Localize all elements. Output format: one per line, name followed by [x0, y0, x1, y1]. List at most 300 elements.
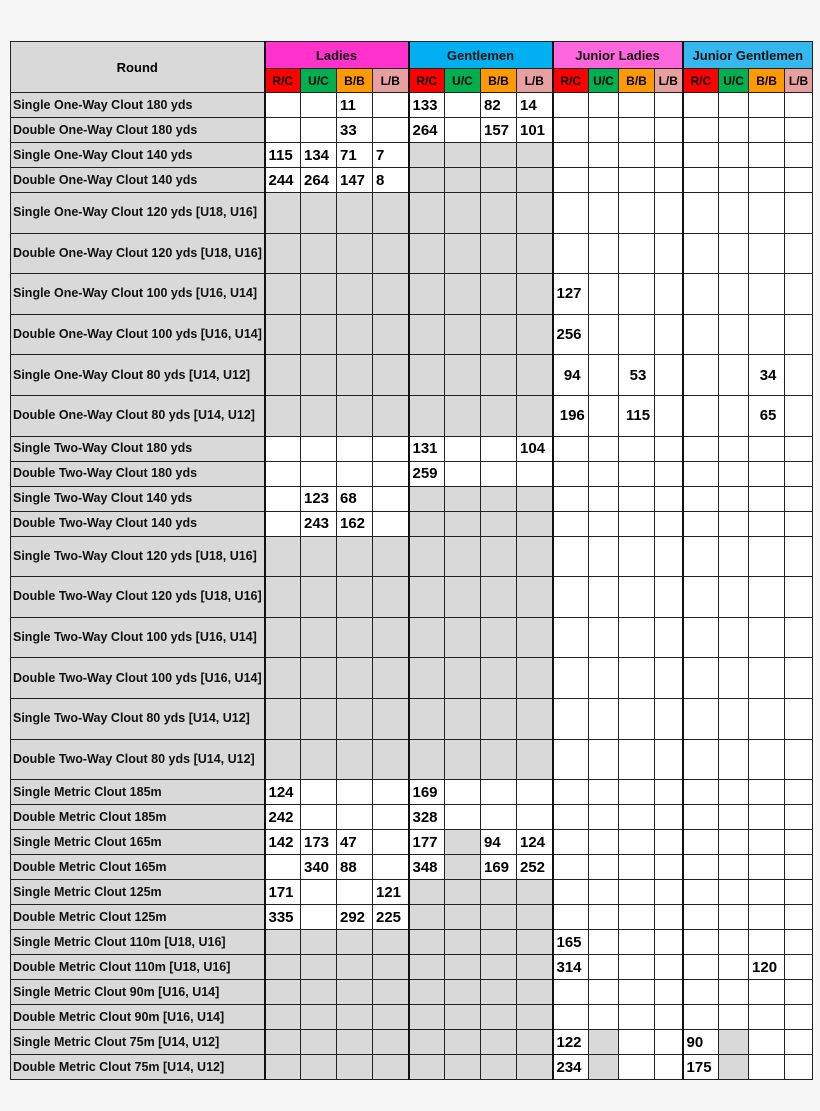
score-cell [265, 980, 301, 1005]
table-row [11, 855, 813, 880]
score-cell: 244 [265, 168, 301, 193]
score-cell [719, 395, 749, 436]
score-cell [409, 168, 445, 193]
score-cell [683, 980, 719, 1005]
score-cell: 65 [749, 395, 785, 436]
score-cell [265, 461, 301, 486]
score-cell [619, 880, 655, 905]
score-cell [301, 1055, 337, 1080]
score-cell [655, 436, 683, 461]
score-cell [409, 536, 445, 577]
score-cell [337, 274, 373, 315]
score-cell [481, 1005, 517, 1030]
round-header: Round [11, 42, 265, 93]
score-cell: 264 [301, 168, 337, 193]
score-cell [445, 830, 481, 855]
score-cell [619, 118, 655, 143]
round-name: Single Metric Clout 75m [U14, U12] [11, 1030, 265, 1055]
score-cell [589, 233, 619, 274]
score-cell [553, 617, 589, 658]
score-cell [655, 658, 683, 699]
score-cell [409, 355, 445, 396]
score-cell [265, 274, 301, 315]
bow-type-header: L/B [373, 69, 409, 93]
score-cell [445, 486, 481, 511]
score-cell [445, 461, 481, 486]
score-cell: 127 [553, 274, 589, 315]
score-cell [749, 143, 785, 168]
score-cell: 47 [337, 830, 373, 855]
score-cell [481, 905, 517, 930]
score-cell [409, 980, 445, 1005]
score-cell [749, 805, 785, 830]
score-cell [719, 274, 749, 315]
round-name: Double Two-Way Clout 100 yds [U16, U14] [11, 658, 265, 699]
score-cell [409, 143, 445, 168]
score-cell [265, 617, 301, 658]
score-cell [301, 193, 337, 234]
table-row [11, 1005, 813, 1030]
score-cell [301, 395, 337, 436]
score-cell [553, 577, 589, 618]
score-cell: 14 [517, 93, 553, 118]
score-cell [749, 536, 785, 577]
score-cell [619, 436, 655, 461]
score-cell [373, 511, 409, 536]
score-cell [719, 698, 749, 739]
score-cell [749, 1055, 785, 1080]
score-cell [683, 855, 719, 880]
round-name: Double Two-Way Clout 140 yds [11, 511, 265, 536]
bow-type-header: R/C [409, 69, 445, 93]
group-header: Ladies [265, 42, 409, 69]
score-cell [589, 143, 619, 168]
score-cell [655, 577, 683, 618]
score-cell [719, 617, 749, 658]
score-cell [409, 1005, 445, 1030]
score-cell: 124 [517, 830, 553, 855]
score-cell [655, 536, 683, 577]
score-cell [589, 486, 619, 511]
score-cell [337, 436, 373, 461]
table-row [11, 905, 813, 930]
score-cell [749, 1005, 785, 1030]
score-cell [749, 314, 785, 355]
score-cell [409, 314, 445, 355]
round-name: Double Two-Way Clout 80 yds [U14, U12] [11, 739, 265, 780]
score-cell [619, 739, 655, 780]
score-cell [749, 905, 785, 930]
score-cell: 94 [481, 830, 517, 855]
score-cell [683, 461, 719, 486]
score-cell [553, 855, 589, 880]
score-cell [481, 805, 517, 830]
score-cell [301, 739, 337, 780]
score-cell: 147 [337, 168, 373, 193]
score-cell [517, 880, 553, 905]
score-cell [619, 905, 655, 930]
score-cell [301, 577, 337, 618]
score-cell [373, 805, 409, 830]
score-cell [749, 511, 785, 536]
score-cell [619, 93, 655, 118]
score-cell [785, 805, 813, 830]
score-cell [445, 93, 481, 118]
round-name: Single Metric Clout 165m [11, 830, 265, 855]
score-cell [517, 486, 553, 511]
score-cell [589, 314, 619, 355]
score-cell [445, 1005, 481, 1030]
score-cell [409, 577, 445, 618]
score-cell [517, 698, 553, 739]
bow-type-header: U/C [719, 69, 749, 93]
score-cell [373, 193, 409, 234]
bow-type-header: B/B [749, 69, 785, 93]
score-cell [683, 930, 719, 955]
score-cell [373, 436, 409, 461]
score-cell [749, 698, 785, 739]
score-cell [719, 955, 749, 980]
score-cell: 104 [517, 436, 553, 461]
table-row [11, 1030, 813, 1055]
round-name: Double Metric Clout 90m [U16, U14] [11, 1005, 265, 1030]
score-cell [655, 830, 683, 855]
score-cell [749, 830, 785, 855]
score-cell [409, 1055, 445, 1080]
score-cell [517, 274, 553, 315]
score-cell [481, 233, 517, 274]
score-cell: 225 [373, 905, 409, 930]
score-cell: 115 [619, 395, 655, 436]
score-cell: 94 [553, 355, 589, 396]
score-cell [719, 1005, 749, 1030]
score-cell [265, 955, 301, 980]
score-cell [445, 955, 481, 980]
score-cell [749, 780, 785, 805]
score-cell [719, 511, 749, 536]
score-cell [445, 233, 481, 274]
score-cell: 134 [301, 143, 337, 168]
score-cell [719, 143, 749, 168]
score-cell: 252 [517, 855, 553, 880]
score-cell [301, 355, 337, 396]
score-cell [683, 274, 719, 315]
score-cell: 175 [683, 1055, 719, 1080]
score-cell [619, 830, 655, 855]
table-row [11, 739, 813, 780]
score-cell [655, 395, 683, 436]
score-cell [785, 193, 813, 234]
table-row [11, 193, 813, 234]
score-cell [481, 780, 517, 805]
score-cell [553, 880, 589, 905]
score-cell [683, 739, 719, 780]
score-cell [785, 143, 813, 168]
score-cell [445, 274, 481, 315]
score-cell [409, 274, 445, 315]
score-cell [517, 739, 553, 780]
score-cell [589, 739, 619, 780]
score-cell [785, 905, 813, 930]
score-cell [785, 880, 813, 905]
score-cell [373, 536, 409, 577]
table-row [11, 274, 813, 315]
score-cell [517, 980, 553, 1005]
score-cell [481, 617, 517, 658]
score-cell [517, 658, 553, 699]
score-cell [785, 830, 813, 855]
score-cell [785, 233, 813, 274]
score-cell [589, 955, 619, 980]
score-cell [337, 617, 373, 658]
score-cell: 115 [265, 143, 301, 168]
score-cell [445, 395, 481, 436]
table-row [11, 830, 813, 855]
score-cell [373, 1005, 409, 1030]
score-cell [517, 355, 553, 396]
score-cell [373, 698, 409, 739]
score-cell [785, 698, 813, 739]
bow-type-header: L/B [785, 69, 813, 93]
score-cell [301, 93, 337, 118]
score-cell [719, 193, 749, 234]
score-cell [301, 274, 337, 315]
score-cell [301, 980, 337, 1005]
score-cell [553, 168, 589, 193]
score-cell [589, 930, 619, 955]
score-cell [301, 461, 337, 486]
score-cell [619, 577, 655, 618]
score-cell [683, 577, 719, 618]
score-cell [785, 486, 813, 511]
score-cell [719, 536, 749, 577]
bow-type-header: R/C [553, 69, 589, 93]
score-cell [301, 780, 337, 805]
score-cell [301, 955, 337, 980]
score-cell [655, 461, 683, 486]
round-name: Double One-Way Clout 80 yds [U14, U12] [11, 395, 265, 436]
score-cell [589, 617, 619, 658]
score-cell [785, 118, 813, 143]
score-cell: 122 [553, 1030, 589, 1055]
bow-type-header: U/C [445, 69, 481, 93]
score-cell [589, 274, 619, 315]
score-cell [749, 880, 785, 905]
score-cell [481, 658, 517, 699]
score-cell [655, 805, 683, 830]
round-name: Double Metric Clout 75m [U14, U12] [11, 1055, 265, 1080]
score-cell: 34 [749, 355, 785, 396]
score-cell [373, 93, 409, 118]
score-cell: 348 [409, 855, 445, 880]
score-cell [655, 739, 683, 780]
score-cell [683, 1005, 719, 1030]
score-cell [749, 233, 785, 274]
score-cell [373, 577, 409, 618]
score-cell [719, 436, 749, 461]
score-cell [445, 143, 481, 168]
score-cell [655, 880, 683, 905]
score-cell [785, 355, 813, 396]
score-cell [749, 461, 785, 486]
score-cell: 71 [337, 143, 373, 168]
table-row [11, 168, 813, 193]
table-row [11, 1055, 813, 1080]
score-cell [655, 314, 683, 355]
score-cell [785, 577, 813, 618]
score-cell [409, 698, 445, 739]
score-cell [517, 930, 553, 955]
score-cell [553, 143, 589, 168]
round-name: Single One-Way Clout 140 yds [11, 143, 265, 168]
score-cell [785, 617, 813, 658]
score-cell [445, 880, 481, 905]
score-cell [265, 395, 301, 436]
score-cell [655, 118, 683, 143]
score-cell [655, 855, 683, 880]
score-cell [265, 1005, 301, 1030]
table-row [11, 511, 813, 536]
score-cell [265, 93, 301, 118]
round-name: Single One-Way Clout 180 yds [11, 93, 265, 118]
score-cell [265, 314, 301, 355]
score-cell [337, 536, 373, 577]
score-cell [719, 168, 749, 193]
score-cell [719, 486, 749, 511]
score-cell [481, 314, 517, 355]
score-cell [517, 905, 553, 930]
score-cell [265, 739, 301, 780]
score-cell [719, 233, 749, 274]
score-cell [517, 805, 553, 830]
score-cell [619, 461, 655, 486]
score-cell [589, 536, 619, 577]
score-cell [337, 739, 373, 780]
score-cell [589, 461, 619, 486]
score-cell [719, 93, 749, 118]
round-name: Single Metric Clout 110m [U18, U16] [11, 930, 265, 955]
score-cell [373, 314, 409, 355]
score-cell: 340 [301, 855, 337, 880]
group-header: Junior Ladies [553, 42, 683, 69]
score-cell: 88 [337, 855, 373, 880]
score-cell [265, 1055, 301, 1080]
score-cell: 7 [373, 143, 409, 168]
score-cell [445, 511, 481, 536]
score-cell [749, 193, 785, 234]
score-cell [337, 395, 373, 436]
round-name: Single One-Way Clout 120 yds [U18, U16] [11, 193, 265, 234]
score-cell [373, 830, 409, 855]
score-cell [481, 577, 517, 618]
score-cell [589, 805, 619, 830]
score-cell [337, 193, 373, 234]
round-name: Single One-Way Clout 80 yds [U14, U12] [11, 355, 265, 396]
score-cell [749, 980, 785, 1005]
score-cell [265, 511, 301, 536]
score-cell: 328 [409, 805, 445, 830]
round-name: Single Two-Way Clout 100 yds [U16, U14] [11, 617, 265, 658]
score-cell [655, 274, 683, 315]
score-cell [719, 658, 749, 699]
score-cell [619, 805, 655, 830]
score-cell [373, 395, 409, 436]
score-cell [481, 511, 517, 536]
score-cell [619, 274, 655, 315]
score-cell: 259 [409, 461, 445, 486]
score-cell [719, 355, 749, 396]
score-cell: 256 [553, 314, 589, 355]
score-cell [553, 461, 589, 486]
score-cell [785, 1055, 813, 1080]
score-cell [785, 658, 813, 699]
round-name: Double Two-Way Clout 180 yds [11, 461, 265, 486]
score-cell [301, 1030, 337, 1055]
score-cell [683, 193, 719, 234]
score-cell [409, 1030, 445, 1055]
score-cell [655, 193, 683, 234]
score-cell: 314 [553, 955, 589, 980]
score-cell [373, 780, 409, 805]
score-cell [553, 658, 589, 699]
score-cell [589, 980, 619, 1005]
score-cell [373, 486, 409, 511]
score-cell [373, 617, 409, 658]
round-name: Double Metric Clout 110m [U18, U16] [11, 955, 265, 980]
score-cell [373, 980, 409, 1005]
score-cell [589, 658, 619, 699]
score-cell [719, 1030, 749, 1055]
score-cell [481, 1030, 517, 1055]
score-cell [373, 118, 409, 143]
score-cell [749, 577, 785, 618]
score-cell [445, 577, 481, 618]
score-cell [655, 233, 683, 274]
score-cell [445, 698, 481, 739]
score-cell [589, 193, 619, 234]
score-cell [683, 880, 719, 905]
round-name: Double One-Way Clout 120 yds [U18, U16] [11, 233, 265, 274]
score-cell [481, 436, 517, 461]
score-cell [719, 930, 749, 955]
score-cell [683, 355, 719, 396]
score-cell [683, 511, 719, 536]
table-row [11, 536, 813, 577]
score-cell [655, 1055, 683, 1080]
score-cell [445, 805, 481, 830]
score-cell [517, 143, 553, 168]
score-cell [719, 830, 749, 855]
score-cell [373, 930, 409, 955]
table-row [11, 955, 813, 980]
score-cell [337, 880, 373, 905]
score-cell [445, 855, 481, 880]
score-cell [373, 461, 409, 486]
score-cell [301, 698, 337, 739]
score-cell [445, 118, 481, 143]
round-name: Double Metric Clout 165m [11, 855, 265, 880]
score-cell [785, 980, 813, 1005]
score-cell [517, 461, 553, 486]
score-cell [409, 658, 445, 699]
score-cell [301, 233, 337, 274]
score-cell [619, 930, 655, 955]
score-cell [445, 1055, 481, 1080]
score-cell: 171 [265, 880, 301, 905]
score-cell: 33 [337, 118, 373, 143]
clout-scores-table [10, 41, 813, 1080]
score-cell [265, 698, 301, 739]
